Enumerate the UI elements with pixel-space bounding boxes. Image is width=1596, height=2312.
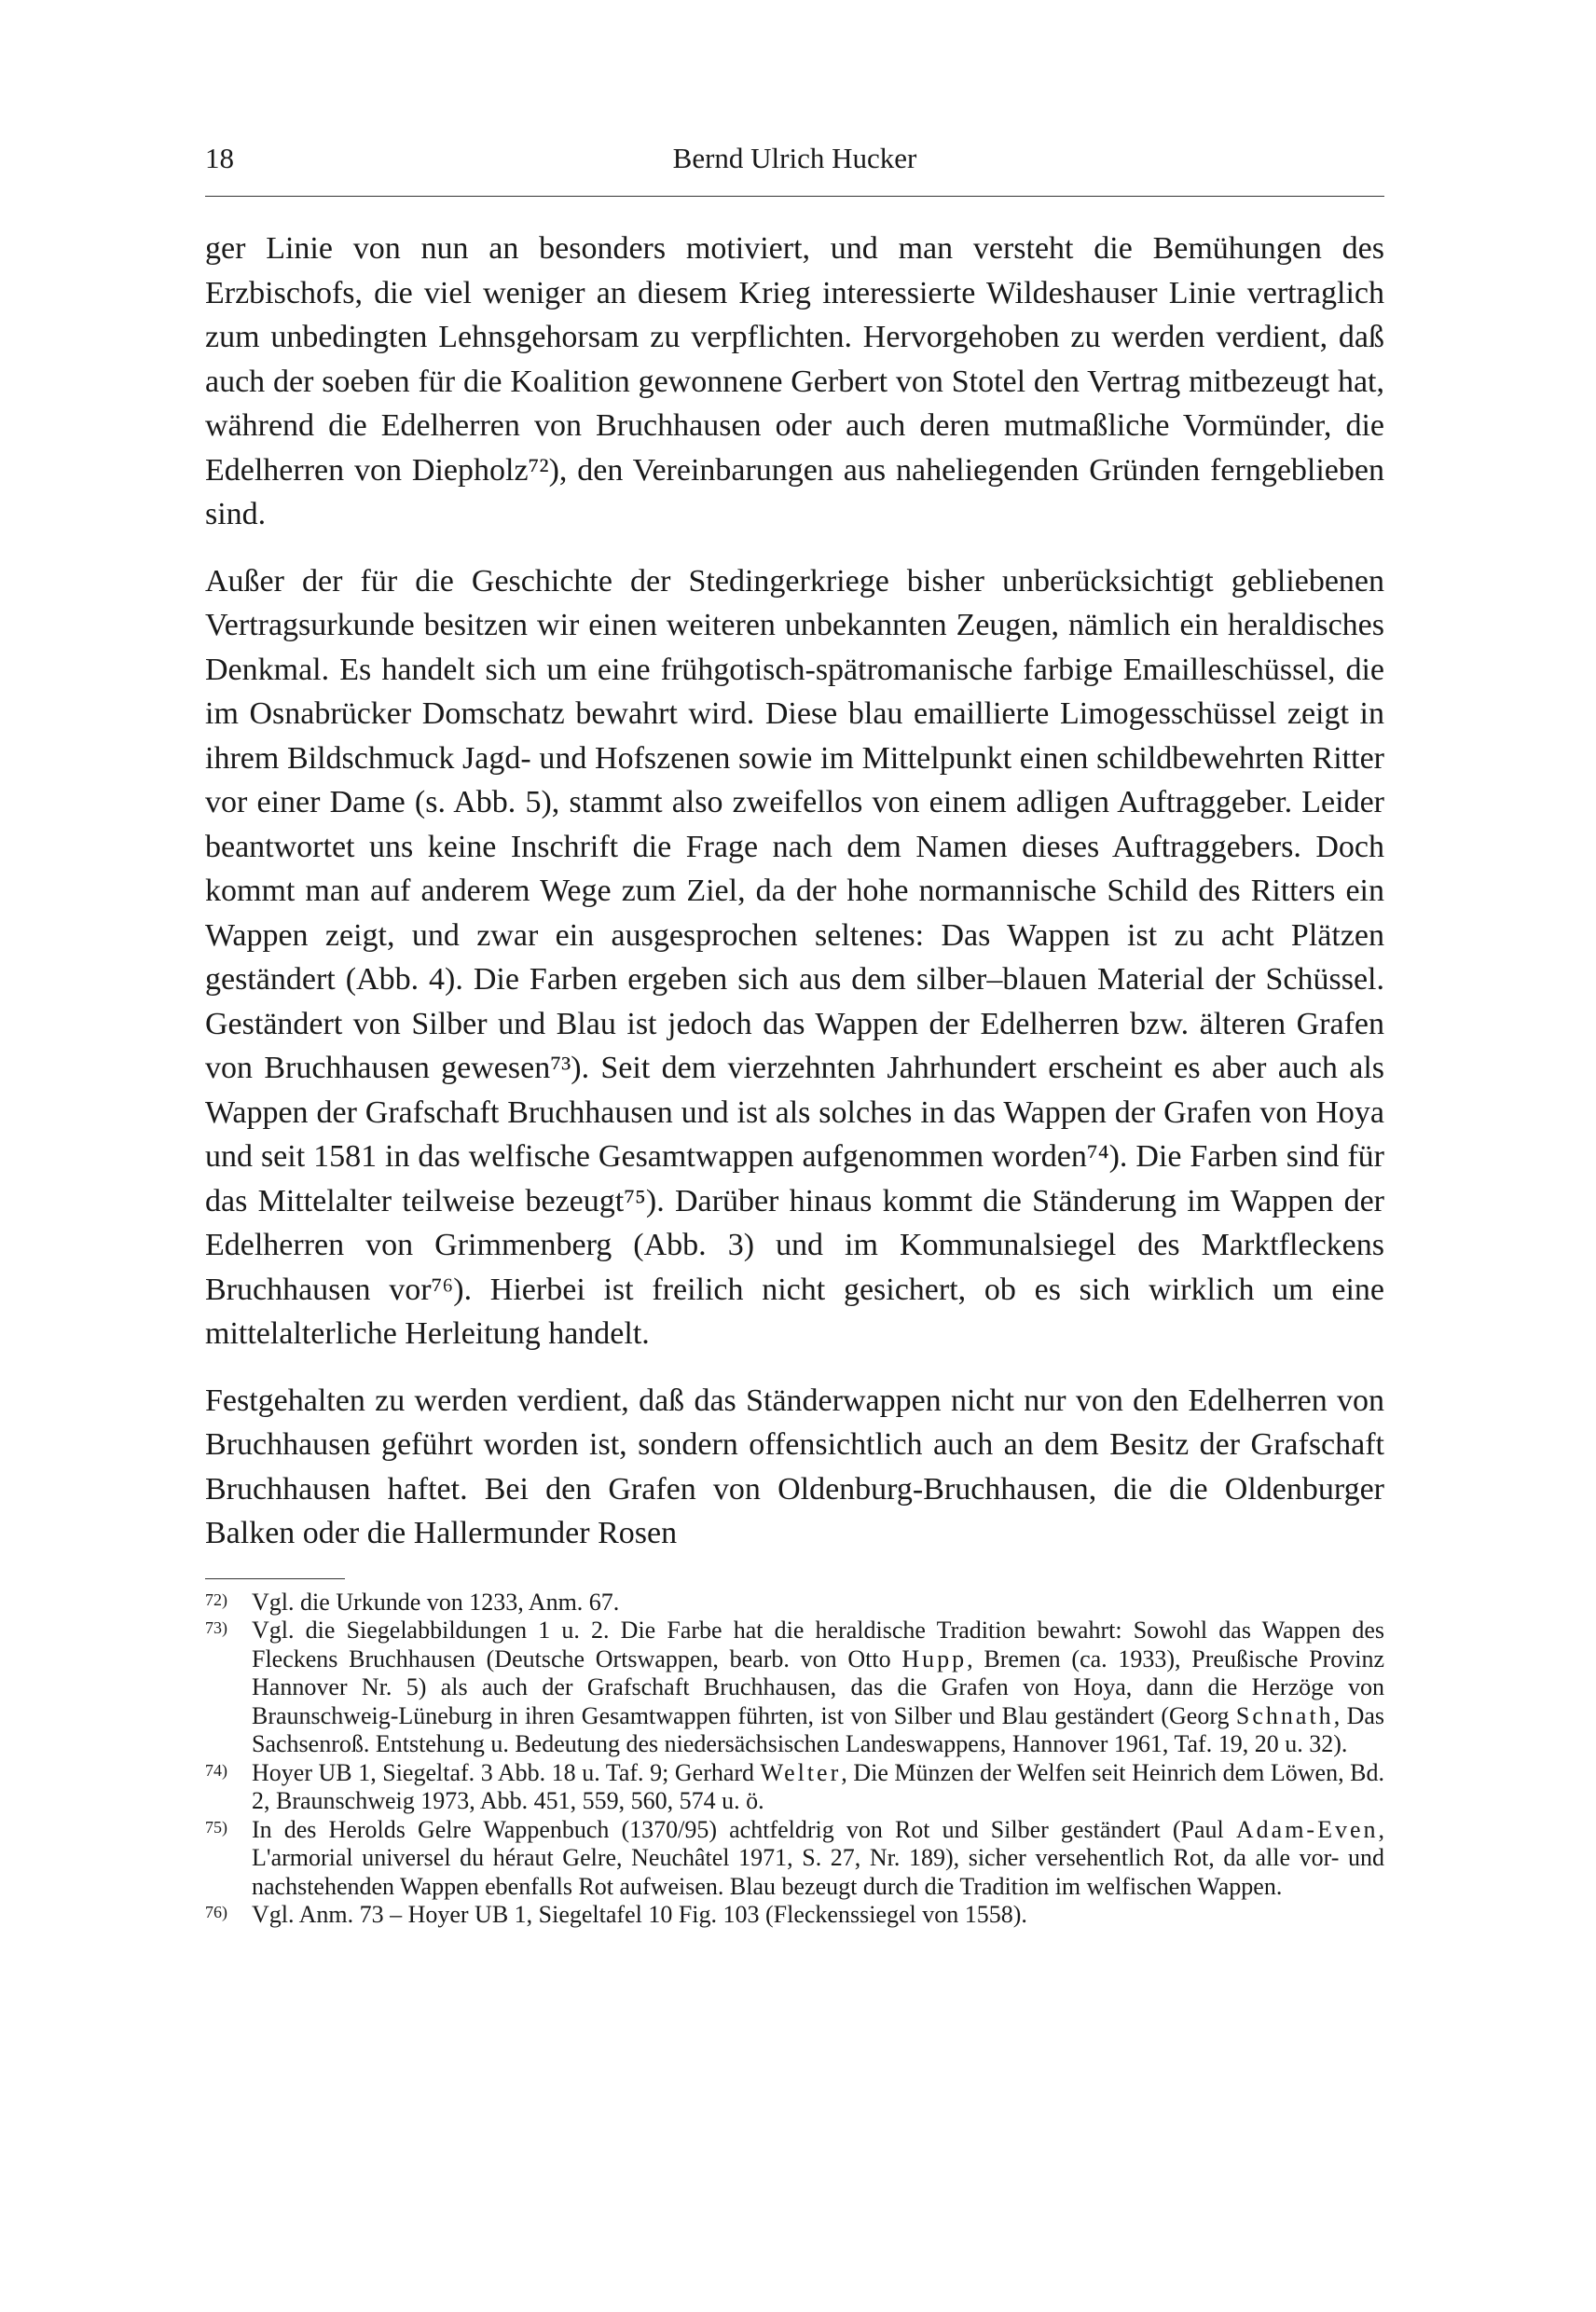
- footnote-text: Hoyer UB 1, Siegeltaf. 3 Abb. 18 u. Taf. 9; Gerhard: [252, 1758, 761, 1786]
- page-header: [205, 140, 1384, 197]
- author-name: Welter: [760, 1758, 842, 1786]
- footnote-72: [205, 1589, 1384, 1617]
- author-name: Adam-Even: [1235, 1815, 1379, 1843]
- footnote-text: Vgl. Anm. 73 – Hoyer UB 1, Siegeltafel 10 Fig. 103 (Fleckenssiegel von 1558).: [252, 1901, 1027, 1928]
- footnote-mark: 73): [205, 1618, 227, 1637]
- paragraph: Außer der für die Geschichte der Stedingerkriege bisher unberücksichtigt gebliebenen Vertragsurkunde besitzen wir einen weiteren unbekannten Zeugen, nämlich ein heraldisches Denkmal. Es handelt sich um eine frühgotisch-spätromanische farbige Emailleschüssel, die im Osnabrücker Domschatz bewahrt wird. Diese blau emaillierte Limogesschüssel zeigt in ihrem Bildschmuck Jagd- und Hofszenen sowie im Mittelpunkt einen schildbewehrten Ritter vor einer Dame (s. Abb. 5), stammt also zweifellos von einem adligen Auftraggeber. Leider beantwortet uns keine Inschrift die Frage nach dem Namen dieses Auftraggebers. Doch kommt man auf anderem Wege zum Ziel, da der hohe normannische Schild des Ritters ein Wappen zeigt, und zwar ein ausgesprochen seltenes: Das Wappen ist zu acht Plätzen geständert (Abb. 4). Die Farben ergeben sich aus dem silber–blauen Material der Schüssel. Geständert von Silber und Blau ist jedoch das Wappen der Edelherren bzw. älteren Grafen von Bruchhausen gewesen⁷³). Seit dem vierzehnten Jahrhundert erscheint es aber auch als Wappen der Grafschaft Bruchhausen und ist als solches in das Wappen der Grafen von Hoya und seit 1581 in das welfische Gesamtwappen aufgenommen worden⁷⁴). Die Farben sind für das Mittelalter teilweise bezeugt⁷⁵). Darüber hinaus kommt die Ständerung im Wappen der Edelherren von Grimmenberg (Abb. 3) und im Kommunalsiegel des Marktfleckens Bruchhausen vor⁷⁶). Hierbei ist freilich nicht gesichert, ob es sich wirklich um eine mittelalterliche Herleitung handelt.: [205, 563, 1384, 1351]
- footnote-73: [205, 1617, 1384, 1759]
- footnote-mark: 76): [205, 1903, 227, 1921]
- paragraph: ger Linie von nun an besonders motiviert, und man versteht die Bemühungen des Erzbischofs, die viel weniger an diesem Krieg interessierte Wildeshauser Linie vertraglich zum unbedingten Lehnsgehorsam zu verpflichten. Hervorgehoben zu werden verdient, daß auch der soeben für die Koalition gewonnene Gerbert von Stotel den Vertrag mitbezeugt hat, während die Edelherren von Bruchhausen oder auch deren mutmaßliche Vormünder, die Edelherren von Diepholz⁷²), den Vereinbarungen aus naheliegenden Gründen ferngeblieben sind.: [205, 231, 1384, 531]
- footnote-text: Vgl. die Siegelabbildungen 1 u. 2. Die Farbe hat die heraldische Tradition bewahrt: Sowohl das Wappen des Fleckens Bruchhausen (Deutsche Ortswappen, bearb. von Otto: [252, 1617, 1384, 1672]
- running-title: Bernd Ulrich Hucker: [672, 142, 917, 174]
- author-name: Schnath: [1235, 1701, 1334, 1729]
- footnote-text: , L'armorial universel du héraut Gelre, Neuchâtel 1971, S. 27, Nr. 189), sicher versehentlich Rot, da alle vor- und nachstehenden Wappen ebenfalls Rot aufweisen. Blau bezeugt durch die Tradition im welfischen Wappen.: [252, 1815, 1384, 1900]
- footnote-74: [205, 1759, 1384, 1816]
- page-number: 18: [205, 142, 234, 174]
- footnote-mark: 74): [205, 1760, 227, 1780]
- document-page: [205, 140, 1384, 1930]
- footnote-text: , Bremen (ca. 1933), Preußische Provinz Hannover Nr. 5) als auch der Grafschaft Bruchhausen, das die Grafen von Hoya, dann die Herzöge von Braunschweig-Lüneburg in ihren Gesamtwappen führten, ist von Silber und Blau geständert (Georg: [252, 1645, 1384, 1729]
- footnote-text: Vgl. die Urkunde von 1233, Anm. 67.: [252, 1588, 620, 1616]
- footnote-mark: 75): [205, 1817, 227, 1837]
- footnote-divider: [205, 1578, 345, 1579]
- author-name: Hupp: [901, 1645, 968, 1672]
- footnote-text: In des Herolds Gelre Wappenbuch (1370/95) achtfeldrig von Rot und Silber geständert (Paul: [252, 1815, 1236, 1843]
- footnotes: [205, 1589, 1384, 1930]
- footnote-text: , Das Sachsenroß. Entstehung u. Bedeutung des niedersächsischen Landeswappens, Hannover 1961, Taf. 19, 20 u. 32).: [252, 1701, 1385, 1757]
- footnote-76: [205, 1901, 1384, 1930]
- footnote-mark: 72): [205, 1590, 227, 1609]
- body-text: [205, 227, 1384, 1556]
- footnote-text: , Die Münzen der Welfen seit Heinrich dem Löwen, Bd. 2, Braunschweig 1973, Abb. 451, 559, 560, 574 u. ö.: [252, 1758, 1384, 1814]
- footnote-75: [205, 1816, 1384, 1902]
- paragraph: Festgehalten zu werden verdient, daß das Ständerwappen nicht nur von den Edelherren von Bruchhausen geführt worden ist, sondern offensichtlich auch an dem Besitz der Grafschaft Bruchhausen haftet. Bei den Grafen von Oldenburg-Bruchhausen, die die Oldenburger Balken oder die Hallermunder Rosen: [205, 1383, 1384, 1550]
